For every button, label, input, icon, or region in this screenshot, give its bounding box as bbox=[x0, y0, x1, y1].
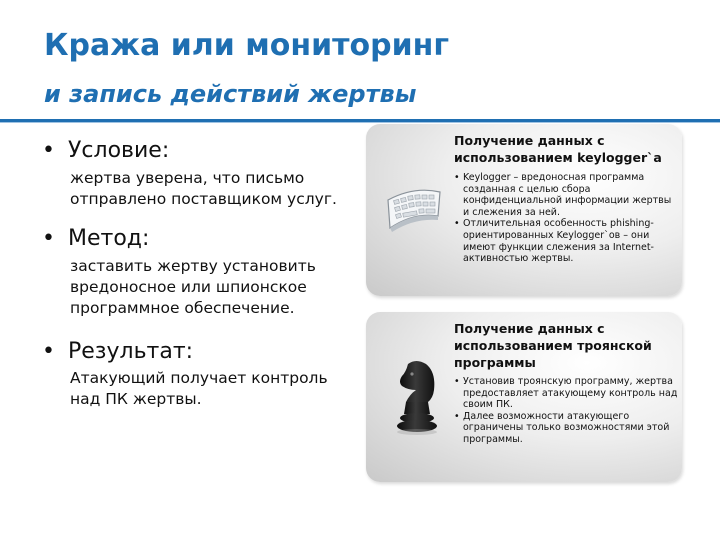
panel-list bbox=[454, 376, 678, 446]
bullet-result bbox=[42, 339, 193, 364]
bullet-text: Атакующий получает контроль над ПК жертвы. bbox=[70, 369, 328, 408]
panel-title: Получение данных с использованием троянской программы bbox=[454, 321, 652, 370]
panel-keylogger bbox=[366, 124, 682, 296]
panel-title: Получение данных с использованием keylogger`а bbox=[454, 133, 662, 165]
panel-trojan bbox=[366, 312, 682, 482]
bullet-heading: Метод: bbox=[68, 226, 150, 251]
list-item: • Установив троянскую программу, жертва предоставляет атакующему контроль над своим ПК. bbox=[454, 376, 678, 411]
bullet-dot: • bbox=[42, 138, 55, 163]
bullet-heading: Результат: bbox=[68, 339, 194, 364]
list-item: • Отличительная особенность phishing-ориентированных Keylogger`ов – они имеют функции слежения за Internet-активностью жертвы. bbox=[454, 218, 678, 264]
panel-list bbox=[454, 172, 678, 265]
chess-knight-icon bbox=[392, 356, 442, 440]
slide-title: Кража или мониторинг bbox=[44, 28, 450, 63]
bullet-dot: • bbox=[42, 339, 55, 364]
slide-header bbox=[0, 0, 720, 118]
bullet-text: жертва уверена, что письмо отправлено поставщиком услуг. bbox=[70, 169, 337, 208]
list-item: • Далее возможности атакующего ограничены только возможностями этой программы. bbox=[454, 411, 678, 446]
slide-subtitle: и запись действий жертвы bbox=[44, 80, 417, 108]
list-item: • Keylogger – вредоносная программа созданная с целью сбора конфиденциальной информации жертвы и слежения за ней. bbox=[454, 172, 678, 218]
header-divider-light bbox=[0, 122, 720, 123]
bullet-method bbox=[42, 226, 149, 251]
bullet-text: заставить жертву установить вредоносное или шпионское программное обеспечение. bbox=[70, 257, 316, 317]
bullet-dot: • bbox=[42, 226, 55, 251]
keyboard-icon bbox=[384, 182, 444, 238]
bullet-condition bbox=[42, 138, 169, 163]
bullet-heading: Условие: bbox=[68, 138, 170, 163]
